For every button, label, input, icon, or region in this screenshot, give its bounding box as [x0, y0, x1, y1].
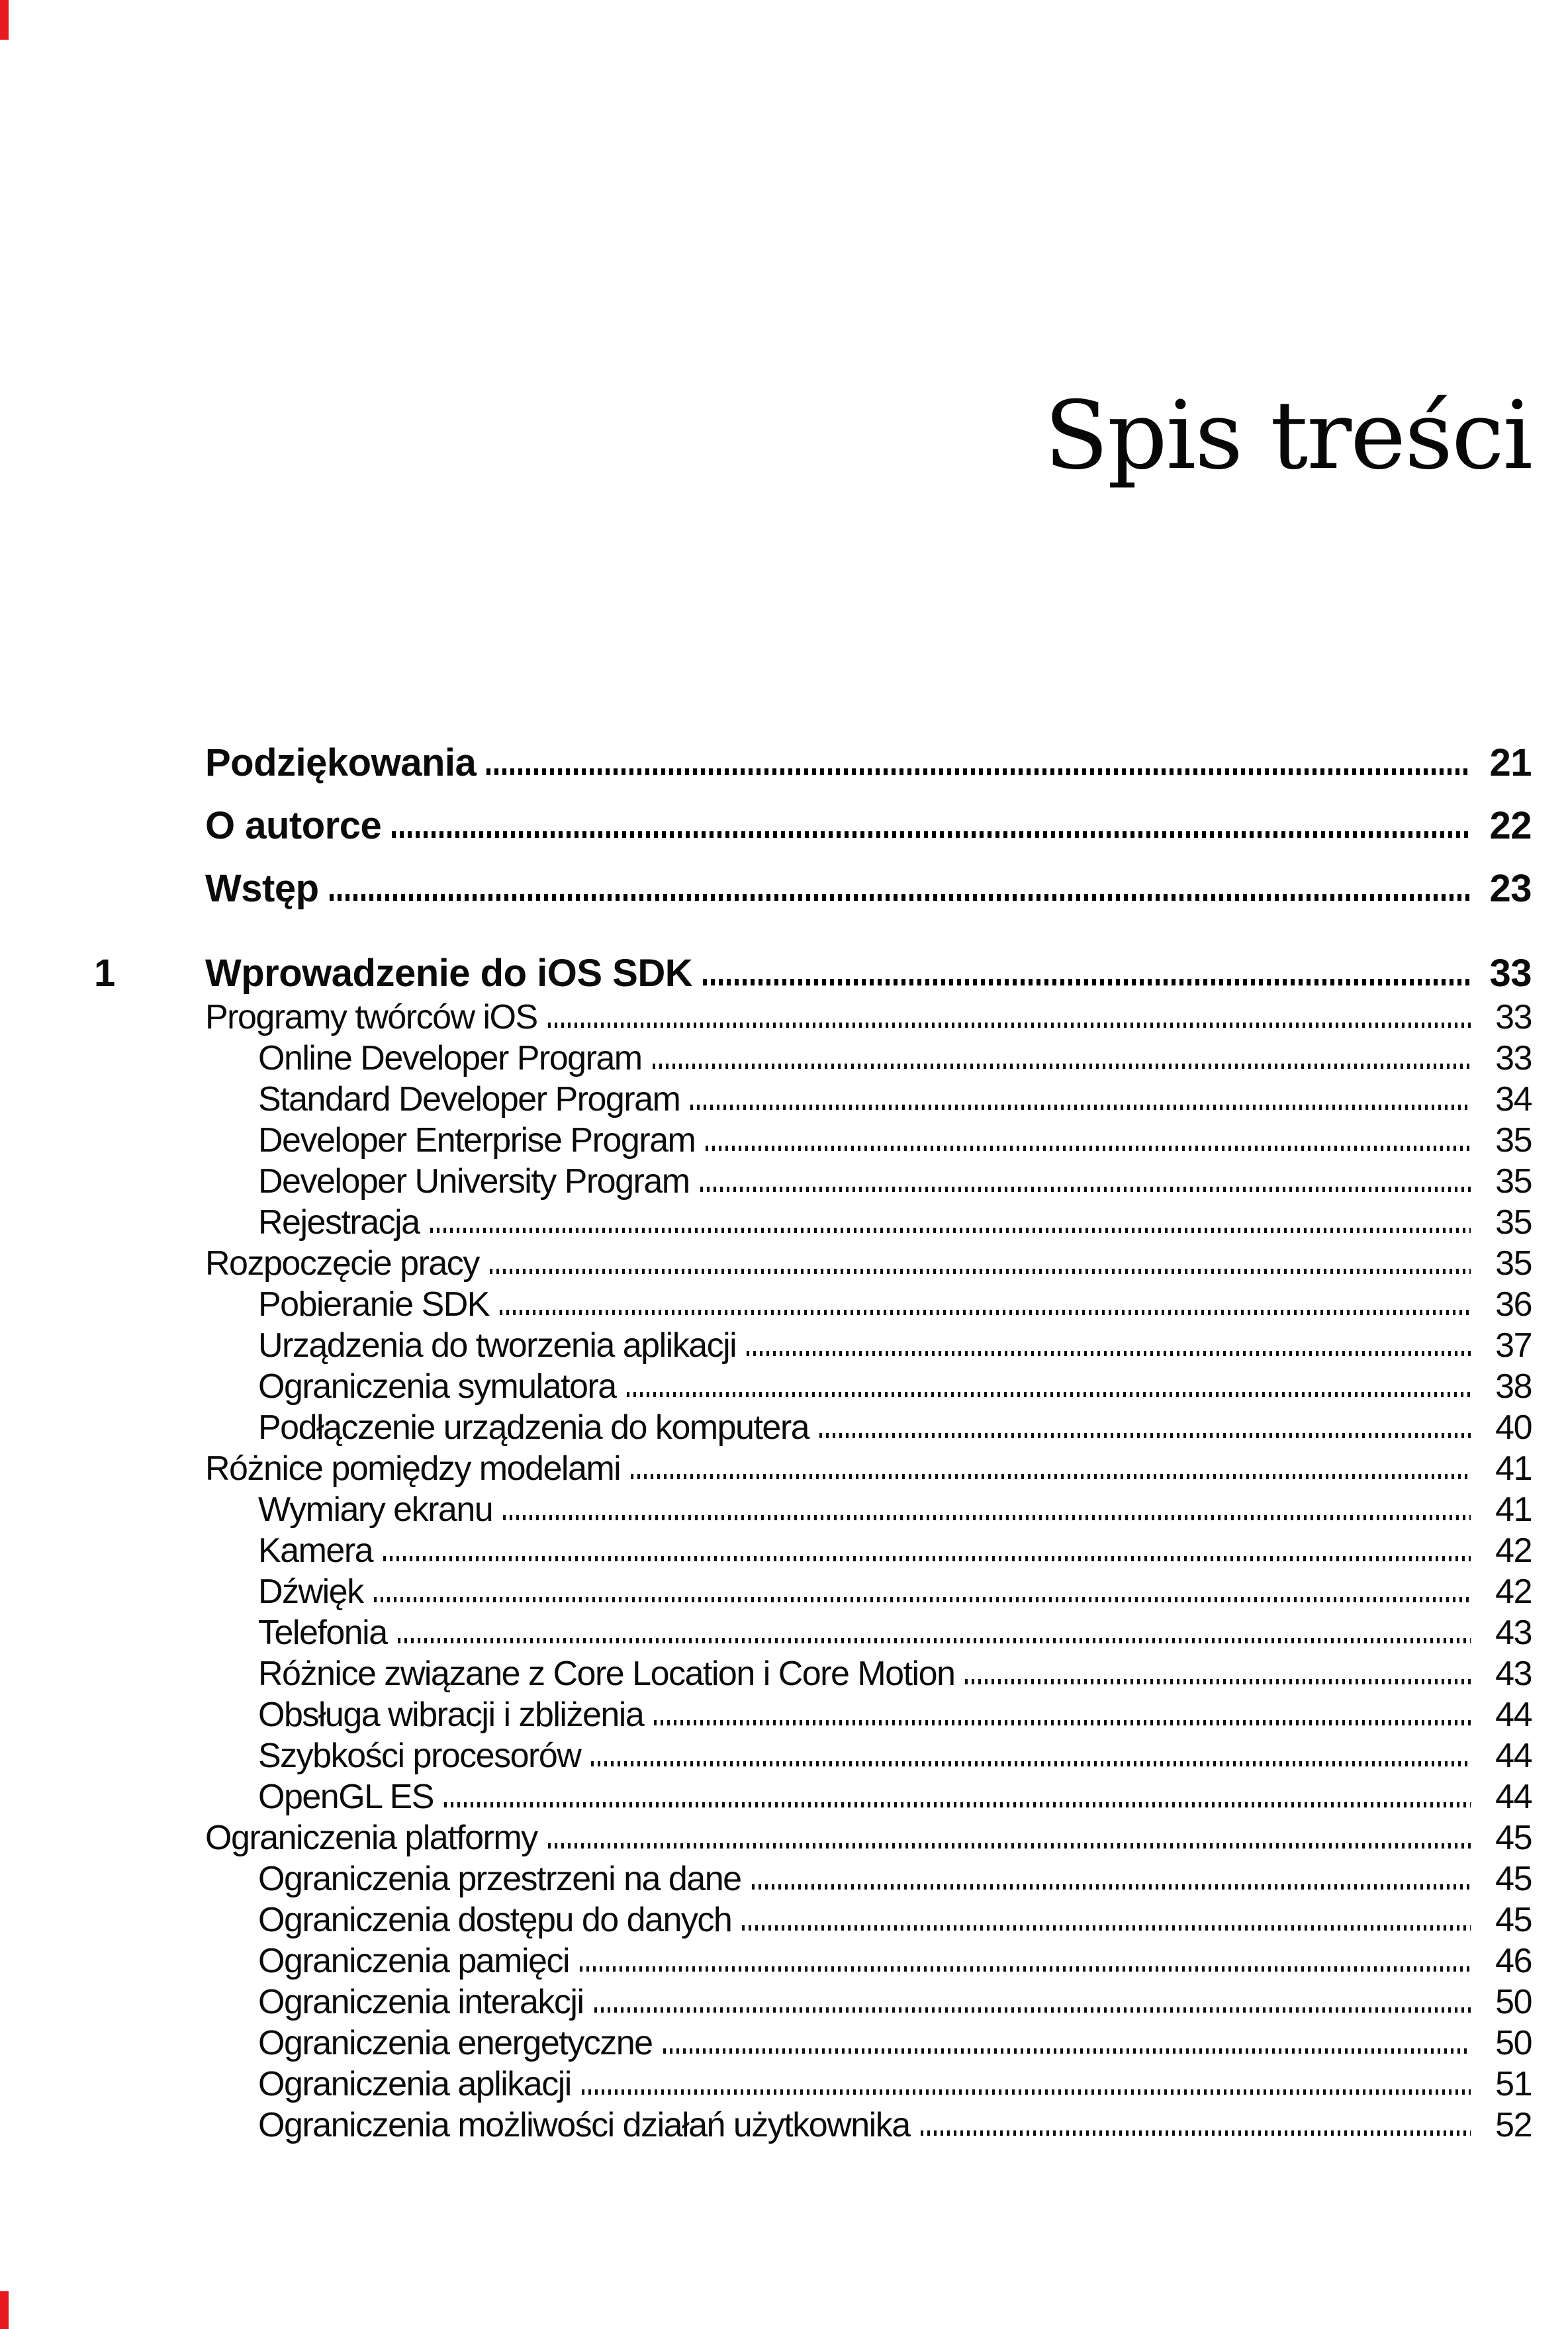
- dot-leader: [752, 1884, 1471, 1890]
- dot-leader: [486, 768, 1471, 775]
- toc-entry-label: Ograniczenia platformy: [205, 1819, 537, 1857]
- dot-leader: [374, 1597, 1471, 1602]
- toc-entry: [94, 1202, 1532, 1243]
- toc-entry-label: OpenGL ES: [258, 1778, 434, 1816]
- toc-entry-page-number: 44: [1495, 1778, 1532, 1816]
- toc-entry-label: Wymiary ekranu: [258, 1490, 493, 1529]
- dot-leader: [330, 894, 1471, 901]
- toc-entry-label: Standard Developer Program: [258, 1080, 680, 1119]
- toc-entry-page-number: 45: [1495, 1901, 1532, 1939]
- toc-entry-label: Online Developer Program: [258, 1039, 642, 1077]
- dot-leader: [392, 831, 1471, 838]
- toc-entry-page-number: 50: [1495, 1983, 1532, 2021]
- toc-entry-page-number: 41: [1495, 1449, 1532, 1488]
- toc-entry-page-number: 41: [1495, 1490, 1532, 1529]
- toc-entry-label: Ograniczenia możliwości działań użytkownika: [258, 2106, 910, 2144]
- dot-leader: [582, 2089, 1471, 2095]
- dot-leader: [965, 1679, 1471, 1684]
- toc-entry-page-number: 35: [1495, 1162, 1532, 1201]
- dot-leader: [383, 1556, 1471, 1561]
- toc-entry: [94, 1161, 1532, 1202]
- dot-leader: [430, 1228, 1471, 1233]
- toc-entry-label: Dźwięk: [258, 1573, 363, 1611]
- dot-leader: [548, 1843, 1471, 1849]
- toc-entry-page-number: 43: [1495, 1655, 1532, 1693]
- toc-entry-label: O autorce: [205, 804, 382, 847]
- toc-entry-label: Ograniczenia energetyczne: [258, 2024, 653, 2062]
- dot-leader: [631, 1474, 1471, 1479]
- toc-entry: [94, 1366, 1532, 1407]
- toc-entry-page-number: 44: [1495, 1737, 1532, 1775]
- toc-entry-label: Podłączenie urządzenia do komputera: [258, 1408, 809, 1447]
- toc-entry: [94, 1858, 1532, 1899]
- dot-leader: [700, 1187, 1471, 1192]
- toc-entry: [94, 1079, 1532, 1120]
- toc-entry-label: Telefonia: [258, 1614, 387, 1652]
- toc-entry: [94, 2064, 1532, 2105]
- chapter-heading-block: [94, 950, 1532, 997]
- dot-leader: [398, 1638, 1471, 1643]
- toc-entry-page-number: 36: [1495, 1285, 1532, 1324]
- dot-leader: [594, 2007, 1471, 2013]
- dot-leader: [747, 1351, 1471, 1356]
- front-matter-list: [94, 731, 1532, 920]
- toc-entry-page-number: 45: [1495, 1819, 1532, 1857]
- toc-entry: [94, 1817, 1532, 1858]
- toc-entry-page-number: 35: [1495, 1244, 1532, 1283]
- dot-leader: [690, 1105, 1471, 1110]
- dot-leader: [703, 979, 1471, 985]
- dot-leader: [500, 1310, 1471, 1315]
- chapter-title: Wprowadzenie do iOS SDK: [205, 952, 693, 995]
- dot-leader: [548, 1023, 1471, 1028]
- dot-leader: [819, 1433, 1471, 1438]
- toc-entry-label: Pobieranie SDK: [258, 1285, 489, 1324]
- toc-entry: [94, 1653, 1532, 1694]
- dot-leader: [490, 1269, 1471, 1274]
- toc-entry: [94, 1407, 1532, 1448]
- dot-leader: [444, 1802, 1471, 1807]
- toc-entry-label: Kamera: [258, 1531, 373, 1570]
- toc-entry-page-number: 35: [1495, 1203, 1532, 1242]
- dot-leader: [627, 1392, 1471, 1397]
- toc-entry: [94, 1571, 1532, 1612]
- toc-entry-page-number: 35: [1495, 1121, 1532, 1160]
- toc-entry-label: Programy twórców iOS: [205, 998, 537, 1036]
- toc-entry: [94, 1982, 1532, 2023]
- toc-entry: [94, 1694, 1532, 1735]
- toc-entry-label: Ograniczenia interakcji: [258, 1983, 584, 2021]
- toc-entry: [94, 950, 1532, 997]
- dot-leader: [706, 1146, 1471, 1151]
- toc-entry: [94, 2023, 1532, 2064]
- toc-entry-page-number: 46: [1495, 1942, 1532, 1980]
- dot-leader: [654, 1720, 1471, 1725]
- toc-entry-page-number: 37: [1495, 1326, 1532, 1365]
- toc-entry: [94, 1120, 1532, 1161]
- toc-entry-label: Ograniczenia symulatora: [258, 1367, 616, 1406]
- dot-leader: [503, 1515, 1471, 1520]
- toc-entry-page-number: 44: [1495, 1696, 1532, 1734]
- toc-entry: [94, 857, 1532, 920]
- toc-entry-label: Rejestracja: [258, 1203, 420, 1242]
- toc-entry-page-number: 33: [1489, 952, 1532, 995]
- toc-entry-label: Podziękowania: [205, 741, 477, 784]
- toc-entry: [94, 1899, 1532, 1941]
- print-bleed-mark-bottom: [0, 2291, 9, 2329]
- chapter-number: 1: [94, 952, 115, 995]
- toc-entry-label: Urządzenia do tworzenia aplikacji: [258, 1326, 737, 1365]
- toc-entry-page-number: 43: [1495, 1614, 1532, 1652]
- toc-entry-label: Developer University Program: [258, 1162, 690, 1201]
- toc-entry: [94, 1284, 1532, 1325]
- toc-entry-label: Rozpoczęcie pracy: [205, 1244, 479, 1283]
- dot-leader: [591, 1761, 1471, 1766]
- toc-entry: [94, 1489, 1532, 1530]
- dot-leader: [921, 2130, 1471, 2136]
- toc-entry-label: Różnice związane z Core Location i Core Motion: [258, 1655, 955, 1693]
- toc-entry-page-number: 42: [1495, 1531, 1532, 1570]
- toc-entry: [94, 2105, 1532, 2146]
- toc-entry: [94, 1941, 1532, 1982]
- toc-entry-page-number: 23: [1489, 867, 1532, 910]
- toc-entry-page-number: 50: [1495, 2024, 1532, 2062]
- toc-entry: [94, 1530, 1532, 1571]
- toc-entry: [94, 1776, 1532, 1817]
- toc-entry-label: Obsługa wibracji i zbliżenia: [258, 1696, 644, 1734]
- toc-entry-label: Ograniczenia przestrzeni na dane: [258, 1860, 741, 1898]
- toc-entry: [94, 1448, 1532, 1489]
- dot-leader: [653, 1064, 1471, 1069]
- toc-entry-label: Wstęp: [205, 867, 319, 910]
- dot-leader: [580, 1966, 1471, 1972]
- toc-entry: [94, 997, 1532, 1038]
- toc-entry-label: Szybkości procesorów: [258, 1737, 581, 1775]
- print-bleed-mark-top: [0, 0, 9, 40]
- toc-entry-page-number: 51: [1495, 2065, 1532, 2103]
- toc-entry: [94, 1243, 1532, 1284]
- toc-entry-page-number: 33: [1495, 1039, 1532, 1077]
- toc-entry-page-number: 33: [1495, 998, 1532, 1036]
- toc-entry-page-number: 22: [1489, 804, 1532, 847]
- toc-entry: [94, 1612, 1532, 1653]
- section-entry-list: [94, 997, 1532, 2146]
- toc-entry-label: Ograniczenia aplikacji: [258, 2065, 571, 2103]
- toc-entry-label: Ograniczenia pamięci: [258, 1942, 570, 1980]
- toc-entry-page-number: 34: [1495, 1080, 1532, 1119]
- toc-entry-page-number: 21: [1489, 741, 1532, 784]
- dot-leader: [663, 2048, 1471, 2054]
- toc-entry-label: Ograniczenia dostępu do danych: [258, 1901, 732, 1939]
- toc-entry: [94, 794, 1532, 857]
- toc-entry-page-number: 45: [1495, 1860, 1532, 1898]
- toc-entry: [94, 731, 1532, 794]
- toc-entry-page-number: 52: [1495, 2106, 1532, 2144]
- toc-entry-label: Różnice pomiędzy modelami: [205, 1449, 621, 1488]
- toc-entry-page-number: 42: [1495, 1573, 1532, 1611]
- table-of-contents: [94, 731, 1532, 2146]
- toc-entry: [94, 1038, 1532, 1079]
- toc-entry-label: Developer Enterprise Program: [258, 1121, 696, 1160]
- toc-entry: [94, 1735, 1532, 1776]
- toc-entry-page-number: 40: [1495, 1408, 1532, 1447]
- toc-entry-page-number: 38: [1495, 1367, 1532, 1406]
- dot-leader: [742, 1925, 1471, 1931]
- toc-entry: [94, 1325, 1532, 1366]
- page-title: Spis treści: [1044, 381, 1532, 490]
